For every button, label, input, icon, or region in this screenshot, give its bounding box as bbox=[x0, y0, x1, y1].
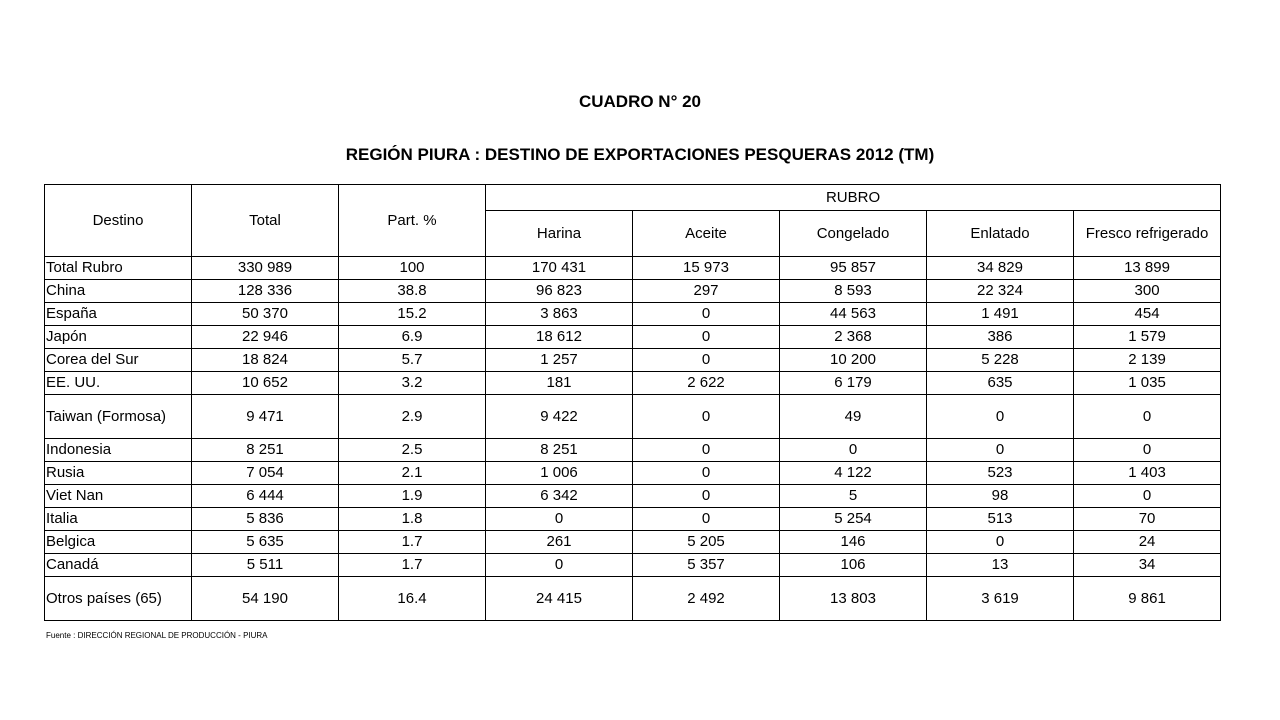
value-cell: 38.8 bbox=[339, 280, 486, 303]
value-cell: 2 139 bbox=[1074, 349, 1221, 372]
value-cell: 0 bbox=[633, 349, 780, 372]
value-cell: 13 803 bbox=[780, 577, 927, 621]
value-cell: 5 357 bbox=[633, 554, 780, 577]
value-cell: 0 bbox=[1074, 485, 1221, 508]
table-row bbox=[45, 462, 1221, 485]
destination-cell: Total Rubro bbox=[45, 257, 192, 280]
value-cell: 5 635 bbox=[192, 531, 339, 554]
table-row bbox=[45, 349, 1221, 372]
value-cell: 261 bbox=[486, 531, 633, 554]
value-cell: 5 bbox=[780, 485, 927, 508]
value-cell: 1.9 bbox=[339, 485, 486, 508]
value-cell: 8 593 bbox=[780, 280, 927, 303]
value-cell: 1.7 bbox=[339, 531, 486, 554]
destination-cell: Canadá bbox=[45, 554, 192, 577]
header-harina: Harina bbox=[486, 211, 633, 257]
value-cell: 0 bbox=[1074, 439, 1221, 462]
value-cell: 13 bbox=[927, 554, 1074, 577]
value-cell: 5 228 bbox=[927, 349, 1074, 372]
destination-cell: España bbox=[45, 303, 192, 326]
value-cell: 0 bbox=[927, 531, 1074, 554]
value-cell: 7 054 bbox=[192, 462, 339, 485]
exports-table bbox=[44, 184, 1221, 621]
destination-cell: Corea del Sur bbox=[45, 349, 192, 372]
value-cell: 1.8 bbox=[339, 508, 486, 531]
value-cell: 3 863 bbox=[486, 303, 633, 326]
header-part: Part. % bbox=[339, 185, 486, 257]
value-cell: 2.9 bbox=[339, 395, 486, 439]
value-cell: 3.2 bbox=[339, 372, 486, 395]
source-note: Fuente : DIRECCIÓN REGIONAL DE PRODUCCIÓN - PIURA bbox=[46, 631, 268, 640]
value-cell: 0 bbox=[780, 439, 927, 462]
value-cell: 300 bbox=[1074, 280, 1221, 303]
value-cell: 16.4 bbox=[339, 577, 486, 621]
header-rubro: RUBRO bbox=[486, 185, 1221, 211]
table-row bbox=[45, 395, 1221, 439]
value-cell: 8 251 bbox=[192, 439, 339, 462]
value-cell: 0 bbox=[633, 303, 780, 326]
value-cell: 0 bbox=[927, 395, 1074, 439]
table-title: REGIÓN PIURA : DESTINO DE EXPORTACIONES PESQUERAS 2012 (TM) bbox=[345, 145, 935, 164]
table-row bbox=[45, 508, 1221, 531]
value-cell: 0 bbox=[633, 326, 780, 349]
value-cell: 5 511 bbox=[192, 554, 339, 577]
header-congelado: Congelado bbox=[780, 211, 927, 257]
value-cell: 18 612 bbox=[486, 326, 633, 349]
value-cell: 5 836 bbox=[192, 508, 339, 531]
value-cell: 15.2 bbox=[339, 303, 486, 326]
value-cell: 0 bbox=[633, 462, 780, 485]
value-cell: 523 bbox=[927, 462, 1074, 485]
value-cell: 5 254 bbox=[780, 508, 927, 531]
value-cell: 1 579 bbox=[1074, 326, 1221, 349]
value-cell: 2 492 bbox=[633, 577, 780, 621]
table-row bbox=[45, 303, 1221, 326]
destination-cell: Rusia bbox=[45, 462, 192, 485]
value-cell: 2.1 bbox=[339, 462, 486, 485]
value-cell: 9 422 bbox=[486, 395, 633, 439]
value-cell: 5 205 bbox=[633, 531, 780, 554]
value-cell: 96 823 bbox=[486, 280, 633, 303]
destination-cell: Italia bbox=[45, 508, 192, 531]
value-cell: 1 006 bbox=[486, 462, 633, 485]
value-cell: 128 336 bbox=[192, 280, 339, 303]
table-row bbox=[45, 577, 1221, 621]
value-cell: 15 973 bbox=[633, 257, 780, 280]
header-fresco-refrigerado: Fresco refrigerado bbox=[1074, 211, 1221, 257]
value-cell: 6.9 bbox=[339, 326, 486, 349]
value-cell: 44 563 bbox=[780, 303, 927, 326]
value-cell: 24 415 bbox=[486, 577, 633, 621]
value-cell: 13 899 bbox=[1074, 257, 1221, 280]
value-cell: 146 bbox=[780, 531, 927, 554]
header-aceite: Aceite bbox=[633, 211, 780, 257]
value-cell: 170 431 bbox=[486, 257, 633, 280]
value-cell: 2 368 bbox=[780, 326, 927, 349]
destination-cell: Taiwan (Formosa) bbox=[45, 395, 192, 439]
destination-cell: EE. UU. bbox=[45, 372, 192, 395]
value-cell: 0 bbox=[486, 554, 633, 577]
value-cell: 2 622 bbox=[633, 372, 780, 395]
value-cell: 1 035 bbox=[1074, 372, 1221, 395]
value-cell: 330 989 bbox=[192, 257, 339, 280]
table-number-title: CUADRO N° 20 bbox=[578, 92, 702, 111]
value-cell: 54 190 bbox=[192, 577, 339, 621]
header-enlatado: Enlatado bbox=[927, 211, 1074, 257]
destination-cell: Viet Nan bbox=[45, 485, 192, 508]
value-cell: 22 946 bbox=[192, 326, 339, 349]
value-cell: 22 324 bbox=[927, 280, 1074, 303]
table-row bbox=[45, 485, 1221, 508]
value-cell: 100 bbox=[339, 257, 486, 280]
value-cell: 1 257 bbox=[486, 349, 633, 372]
table-row bbox=[45, 439, 1221, 462]
value-cell: 95 857 bbox=[780, 257, 927, 280]
value-cell: 297 bbox=[633, 280, 780, 303]
value-cell: 0 bbox=[927, 439, 1074, 462]
value-cell: 6 342 bbox=[486, 485, 633, 508]
value-cell: 3 619 bbox=[927, 577, 1074, 621]
value-cell: 1 491 bbox=[927, 303, 1074, 326]
destination-cell: Indonesia bbox=[45, 439, 192, 462]
value-cell: 98 bbox=[927, 485, 1074, 508]
destination-cell: Japón bbox=[45, 326, 192, 349]
value-cell: 34 bbox=[1074, 554, 1221, 577]
value-cell: 1.7 bbox=[339, 554, 486, 577]
header-destino: Destino bbox=[45, 185, 192, 257]
value-cell: 6 179 bbox=[780, 372, 927, 395]
value-cell: 0 bbox=[633, 508, 780, 531]
destination-cell: Belgica bbox=[45, 531, 192, 554]
value-cell: 10 200 bbox=[780, 349, 927, 372]
value-cell: 49 bbox=[780, 395, 927, 439]
table-row bbox=[45, 554, 1221, 577]
value-cell: 0 bbox=[633, 439, 780, 462]
table-row bbox=[45, 326, 1221, 349]
value-cell: 0 bbox=[633, 395, 780, 439]
value-cell: 635 bbox=[927, 372, 1074, 395]
value-cell: 10 652 bbox=[192, 372, 339, 395]
value-cell: 454 bbox=[1074, 303, 1221, 326]
table-row bbox=[45, 257, 1221, 280]
destination-cell: China bbox=[45, 280, 192, 303]
value-cell: 4 122 bbox=[780, 462, 927, 485]
value-cell: 0 bbox=[633, 485, 780, 508]
value-cell: 513 bbox=[927, 508, 1074, 531]
value-cell: 70 bbox=[1074, 508, 1221, 531]
value-cell: 5.7 bbox=[339, 349, 486, 372]
value-cell: 1 403 bbox=[1074, 462, 1221, 485]
value-cell: 181 bbox=[486, 372, 633, 395]
table-row bbox=[45, 372, 1221, 395]
value-cell: 0 bbox=[486, 508, 633, 531]
value-cell: 50 370 bbox=[192, 303, 339, 326]
value-cell: 0 bbox=[1074, 395, 1221, 439]
value-cell: 9 471 bbox=[192, 395, 339, 439]
table-header bbox=[45, 185, 1221, 257]
destination-cell: Otros países (65) bbox=[45, 577, 192, 621]
value-cell: 8 251 bbox=[486, 439, 633, 462]
table-row bbox=[45, 531, 1221, 554]
value-cell: 6 444 bbox=[192, 485, 339, 508]
header-total: Total bbox=[192, 185, 339, 257]
value-cell: 34 829 bbox=[927, 257, 1074, 280]
value-cell: 9 861 bbox=[1074, 577, 1221, 621]
value-cell: 18 824 bbox=[192, 349, 339, 372]
value-cell: 2.5 bbox=[339, 439, 486, 462]
table-row bbox=[45, 280, 1221, 303]
table-body bbox=[45, 257, 1221, 621]
value-cell: 386 bbox=[927, 326, 1074, 349]
value-cell: 24 bbox=[1074, 531, 1221, 554]
value-cell: 106 bbox=[780, 554, 927, 577]
